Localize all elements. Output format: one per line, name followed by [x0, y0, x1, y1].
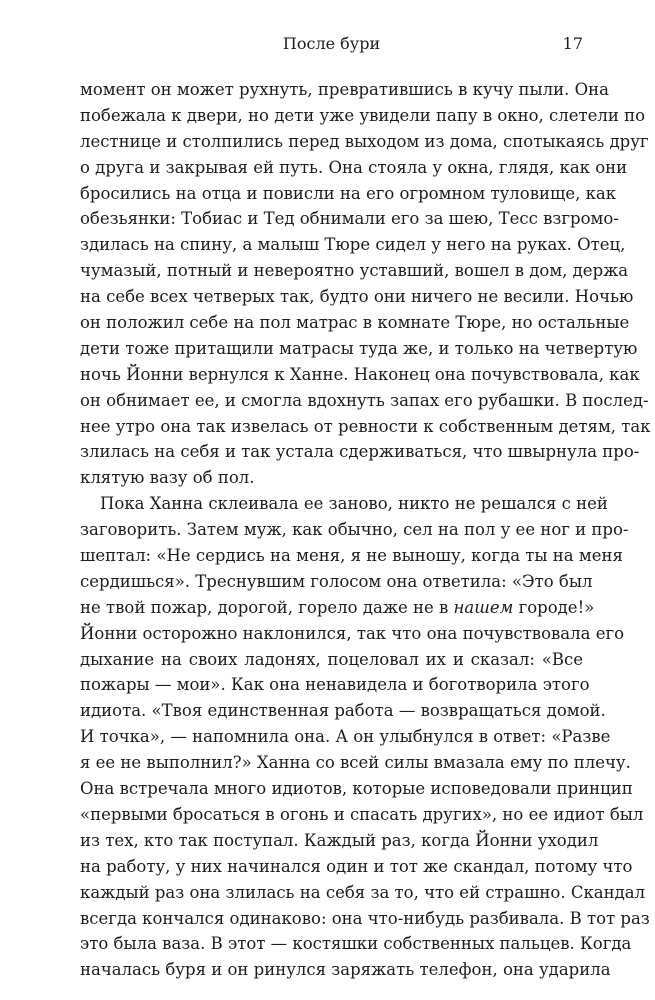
- text-line: И точка», — напомнила она. А он улыбнулся в ответ: «Разве: [80, 727, 611, 747]
- text-line: бросились на отца и повисли на его огромном туловище, как: [80, 183, 617, 203]
- chapter-title: После бури: [282, 34, 381, 53]
- text-line: всегда кончался одинаково: она что-нибудь разбивала. В тот раз: [80, 908, 650, 928]
- text-line: Йонни осторожно наклонился, так что она почувствовала его: [80, 623, 625, 643]
- text-line: дети тоже притащили матрасы туда же, и только на четвертую: [80, 338, 638, 358]
- text-line: я ее не выполнил?» Ханна со всей силы вмазала ему по плечу.: [80, 753, 631, 773]
- text-line: это была ваза. В этот — костяшки собственных пальцев. Когда: [80, 934, 632, 954]
- text-line: сердишься». Треснувшим голосом она ответила: «Это был: [80, 571, 593, 591]
- text-line: побежала к двери, но дети уже увидели папу в окно, слетели по: [80, 105, 646, 125]
- text-line: ночь Йонни вернулся к Ханне. Наконец она почувствовала, как: [80, 364, 640, 384]
- text-run: городе!»: [513, 597, 595, 617]
- text-line: здилась на спину, а малыш Тюре сидел у него на руках. Отец,: [80, 235, 626, 255]
- text-line: злилась на себя и так устала сдерживаться, что швырнула про-: [80, 442, 640, 462]
- text-line: Она встречала много идиотов, которые исповедовали принцип: [80, 779, 633, 799]
- text-line: он обнимает ее, и смогла вдохнуть запах его рубашки. В послед-: [80, 390, 649, 410]
- text-line: он положил себе на пол матрас в комнате Тюре, но остальные: [80, 313, 630, 333]
- body-text: [80, 77, 651, 983]
- page-number: 17: [562, 34, 583, 53]
- running-header: [80, 32, 583, 56]
- text-line: каждый раз она злилась на себя за то, что ей страшно. Скандал: [80, 882, 646, 902]
- text-line: обезьянки: Тобиас и Тед обнимали его за шею, Тесс взгромо-: [80, 209, 619, 229]
- text-line: началась буря и он ринулся заряжать телефон, она ударила: [80, 960, 611, 980]
- text-run: не твой пожар, дорогой, горело даже не в: [80, 597, 454, 617]
- text-line: из тех, кто так поступал. Каждый раз, когда Йонни уходил: [80, 830, 599, 850]
- text-line: дыхание на своих ладонях, поцеловал их и сказал: «Все: [80, 649, 583, 669]
- text-line: на работу, у них начинался один и тот же скандал, потому что: [80, 856, 633, 876]
- text-line: идиота. «Твоя единственная работа — возвращаться домой.: [80, 701, 606, 721]
- emphasized-word: нашем: [453, 597, 514, 617]
- text-line: о друга и закрывая ей путь. Она стояла у окна, глядя, как они: [80, 157, 628, 177]
- text-line: лестнице и столпились перед выходом из дома, спотыкаясь друг: [80, 131, 649, 151]
- text-line: пожары — мои». Как она ненавидела и боготворила этого: [80, 675, 590, 695]
- text-line: чумазый, потный и невероятно уставший, вошел в дом, держа: [80, 261, 629, 281]
- text-line: момент он может рухнуть, превратившись в кучу пыли. Она: [80, 80, 609, 99]
- text-line: Пока Ханна склеивала ее заново, никто не решался с ней: [100, 494, 608, 514]
- text-line: «первыми бросаться в огонь и спасать других», но ее идиот был: [80, 804, 644, 824]
- text-line: клятую вазу об пол.: [80, 468, 255, 488]
- text-line: на себе всех четверых так, будто они ничего не весили. Ночью: [80, 287, 634, 307]
- text-line: заговорить. Затем муж, как обычно, сел на пол у ее ног и про-: [80, 520, 629, 540]
- text-line: нее утро она так извелась от ревности к собственным детям, так: [80, 416, 651, 436]
- text-line: шептал: «Не сердись на меня, я не выношу, когда ты на меня: [80, 546, 623, 566]
- text-line-with-emphasis: [80, 595, 595, 621]
